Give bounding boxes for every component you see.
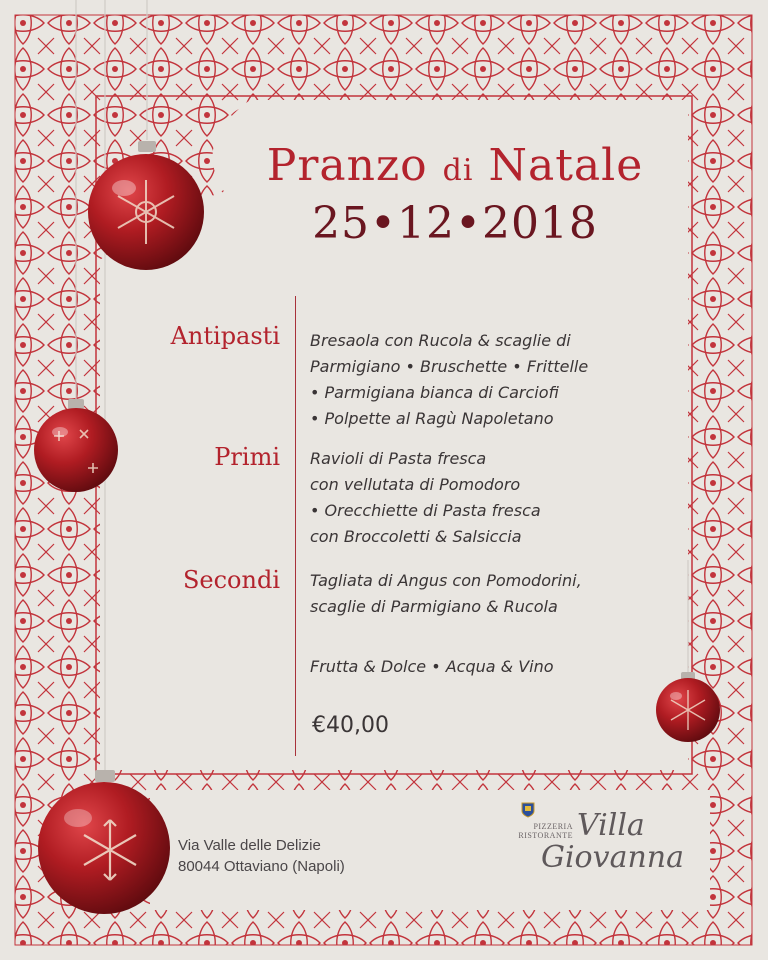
restaurant-logo <box>513 800 693 890</box>
menu-line: Bresaola con Rucola & scaglie di <box>310 331 571 350</box>
event-date: 25•12•2018 <box>312 198 598 249</box>
section-label-primi: Primi <box>214 443 280 471</box>
page-title <box>220 140 690 191</box>
logo-tagline-top: PIZZERIA <box>533 822 573 831</box>
logo-tagline <box>513 822 573 840</box>
section-label-secondi: Secondi <box>182 566 280 594</box>
menu-line: Parmigiano • Bruschette • Frittelle <box>310 357 589 376</box>
address <box>178 835 418 877</box>
address-line: Via Valle delle Delizie <box>178 837 321 854</box>
logo-badge-icon <box>521 802 535 818</box>
section-items-antipasti <box>310 328 610 432</box>
menu-line: • Parmigiana bianca di Carciofi <box>310 383 559 402</box>
menu-extras <box>310 654 610 680</box>
menu-line: Ravioli di Pasta fresca <box>310 449 487 468</box>
menu-line: • Polpette al Ragù Napoletano <box>310 409 554 428</box>
title-word: di <box>442 153 474 188</box>
section-label-antipasti: Antipasti <box>170 322 280 350</box>
menu-line: scaglie di Parmigiano & Rucola <box>310 597 558 616</box>
menu-line: con Broccoletti & Salsiccia <box>310 527 522 546</box>
menu-line: Tagliata di Angus con Pomodorini, <box>310 571 582 590</box>
menu-line: • Orecchiette di Pasta fresca <box>310 501 541 520</box>
menu-price: €40,00 <box>312 713 389 738</box>
title-word: Pranzo <box>266 140 428 191</box>
title-word: Natale <box>488 140 644 191</box>
logo-tagline-bottom: RISTORANTE <box>518 831 573 840</box>
menu-divider <box>295 296 296 756</box>
logo-name-villa: Villa <box>577 808 645 843</box>
menu-line: Frutta & Dolce • Acqua & Vino <box>310 657 554 676</box>
section-items-primi <box>310 446 610 550</box>
section-items-secondi <box>310 568 610 620</box>
logo-name-giovanna: Giovanna <box>541 840 684 875</box>
address-line: 80044 Ottaviano (Napoli) <box>178 858 345 875</box>
menu-line: con vellutata di Pomodoro <box>310 475 521 494</box>
